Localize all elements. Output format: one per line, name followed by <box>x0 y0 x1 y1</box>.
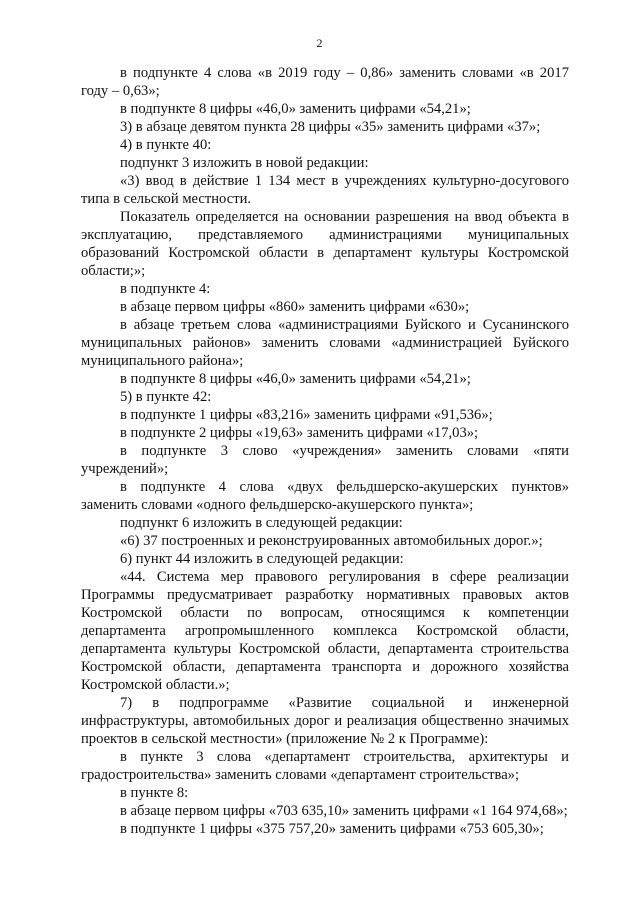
paragraph: 4) в пункте 40: <box>120 137 212 153</box>
paragraph: в подпункте 2 цифры «19,63» заменить цифрами «17,03»; <box>120 425 479 441</box>
paragraph: «3) ввод в действие 1 134 мест в учреждениях культурно-досугового типа в сельской местности. <box>81 173 569 207</box>
paragraph: Показатель определяется на основании разрешения на ввод объекта в эксплуатацию, представляемого администрациями муниципальных образований Костромской области в департамент культуры Костромской области;»; <box>81 209 569 279</box>
paragraph: в подпункте 8 цифры «46,0» заменить цифрами «54,21»; <box>120 101 471 117</box>
paragraph: в абзаце третьем слова «администрациями Буйского и Сусанинского муниципальных районов» заменить словами «администрацией Буйского муниципального района»; <box>81 317 569 369</box>
paragraph: в подпункте 8 цифры «46,0» заменить цифрами «54,21»; <box>120 371 471 387</box>
paragraph: в подпункте 4: <box>120 281 211 297</box>
paragraph: «6) 37 построенных и реконструированных автомобильных дорог.»; <box>120 533 543 549</box>
paragraph: 5) в пункте 42: <box>120 389 212 405</box>
paragraph: в пункте 8: <box>120 785 189 801</box>
page-number: 2 <box>316 36 323 50</box>
paragraph: в подпункте 1 цифры «375 757,20» заменить цифрами «753 605,30»; <box>120 821 544 837</box>
paragraph: подпункт 6 изложить в следующей редакции: <box>120 515 403 531</box>
paragraph: в пункте 3 слова «департамент строительства, архитектуры и градостроительства» заменить словами «департамент строительства»; <box>81 749 569 783</box>
paragraph: «44. Система мер правового регулирования в сфере реализации Программы предусматривает разработку нормативных правовых актов Костромской области по вопросам, относящимся к компетенции департамента агропромышленного комплекса Костромской области, департамента культуры Костромской области, департамента строительства Костромской области, департамента транспорта и дорожного хозяйства Костромской области.»; <box>81 569 569 693</box>
paragraph: в подпункте 1 цифры «83,216» заменить цифрами «91,536»; <box>120 407 493 423</box>
paragraph: 3) в абзаце девятом пункта 28 цифры «35» заменить цифрами «37»; <box>120 119 541 135</box>
paragraph: в подпункте 4 слова «в 2019 году – 0,86» заменить словами «в 2017 году – 0,63»; <box>81 65 569 99</box>
document-body <box>81 64 569 838</box>
paragraph: подпункт 3 изложить в новой редакции: <box>120 155 369 171</box>
paragraph: в абзаце первом цифры «860» заменить цифрами «630»; <box>120 299 470 315</box>
paragraph: в абзаце первом цифры «703 635,10» заменить цифрами «1 164 974,68»; <box>120 803 568 819</box>
paragraph: в подпункте 3 слово «учреждения» заменить словами «пяти учреждений»; <box>81 443 569 477</box>
paragraph: 7) в подпрограмме «Развитие социальной и инженерной инфраструктуры, автомобильных дорог и реализация общественно значимых проектов в сельской местности» (приложение № 2 к Программе): <box>81 695 569 747</box>
paragraph: 6) пункт 44 изложить в следующей редакции: <box>120 551 404 567</box>
paragraph: в подпункте 4 слова «двух фельдшерско-акушерских пунктов» заменить словами «одного фельдшерско-акушерского пункта»; <box>81 479 569 513</box>
